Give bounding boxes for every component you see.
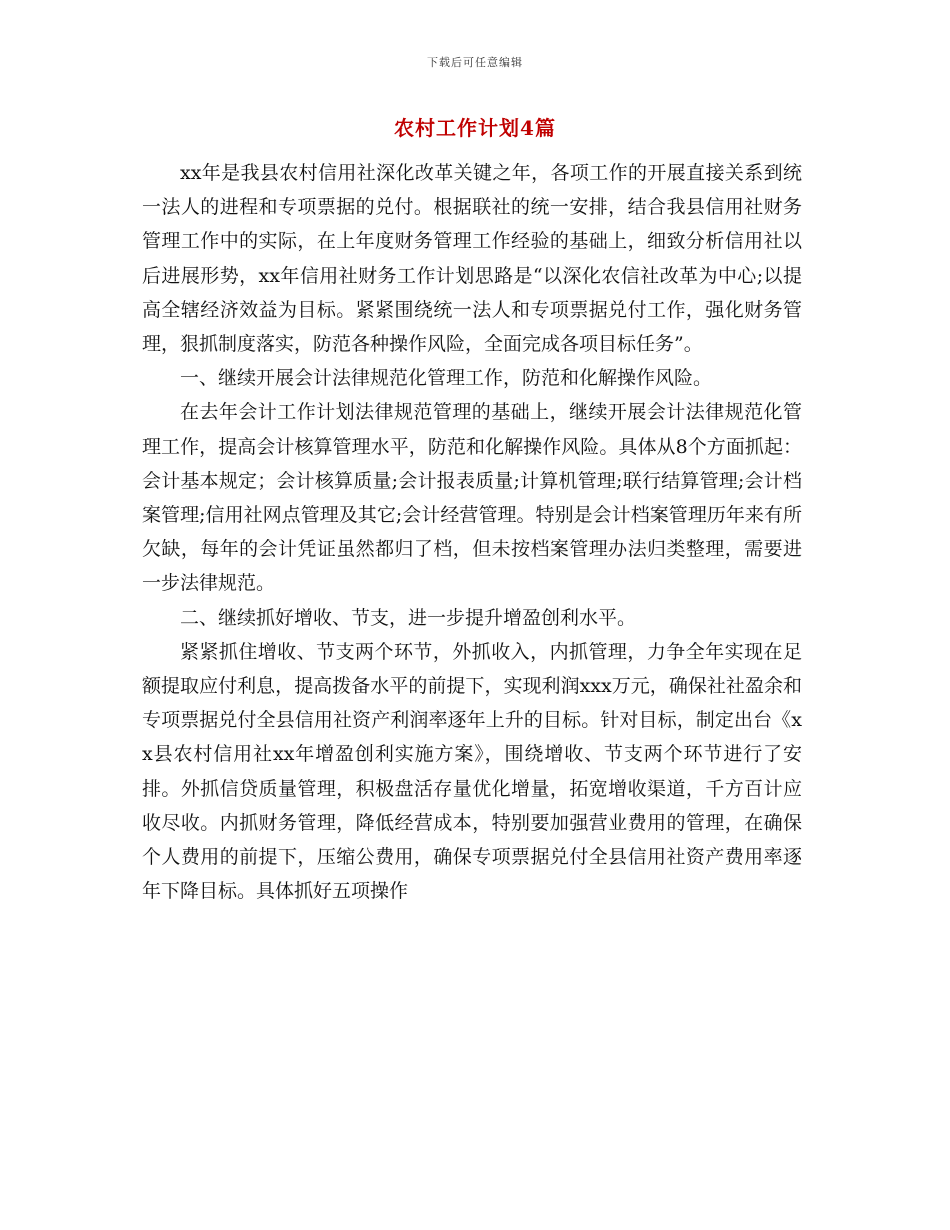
paragraph-section-1: 在去年会计工作计划法律规范管理的基础上，继续开展会计法律规范化管理工作，提高会计核算管理水平，防范和化解操作风险。具体从8个方面抓起：会计基本规定；会计核算质量;会计报表质量;计算机管理;联行结算管理;会计档案管理;信用社网点管理及其它;会计经营管理。特别是会计档案管理历年来有所欠缺，每年的会计凭证虽然都归了档，但未按档案管理办法归类整理，需要进一步法律规范。: [142, 401, 802, 595]
document-title: 农村工作计划4篇: [394, 116, 556, 140]
section-heading-2: 二、继续抓好增收、节支，进一步提升增盈创利水平。: [180, 606, 637, 629]
document-body: [142, 156, 802, 908]
paragraph-intro: xx年是我县农村信用社深化改革关键之年，各项工作的开展直接关系到统一法人的进程和专项票据的兑付。根据联社的统一安排，结合我县信用社财务管理工作中的实际，在上年度财务管理工作经验的基础上，细致分析信用社以后进展形势，xx年信用社财务工作计划思路是“以深化农信社改革为中心;以提高全辖经济效益为目标。紧紧围绕统一法人和专项票据兑付工作，强化财务管理，狠抓制度落实，防范各种操作风险，全面完成各项目标任务”。: [142, 162, 802, 356]
section-heading-1: 一、继续开展会计法律规范化管理工作，防范和化解操作风险。: [180, 367, 713, 390]
paragraph-section-2: 紧紧抓住增收、节支两个环节，外抓收入，内抓管理，力争全年实现在足额提取应付利息，提高拨备水平的前提下，实现利润xxx万元，确保社社盈余和专项票据兑付全县信用社资产利润率逐年上升的目标。针对目标，制定出台《xx县农村信用社xx年增盈创利实施方案》，围绕增收、节支两个环节进行了安排。外抓信贷质量管理，积极盘活存量优化增量，拓宽增收渠道，千方百计应收尽收。内抓财务管理，降低经营成本，特别要加强营业费用的管理，在确保个人费用的前提下，压缩公费用，确保专项票据兑付全县信用社资产费用率逐年下降目标。具体抓好五项操作: [142, 640, 802, 903]
header-note: 下载后可任意编辑: [427, 56, 523, 69]
